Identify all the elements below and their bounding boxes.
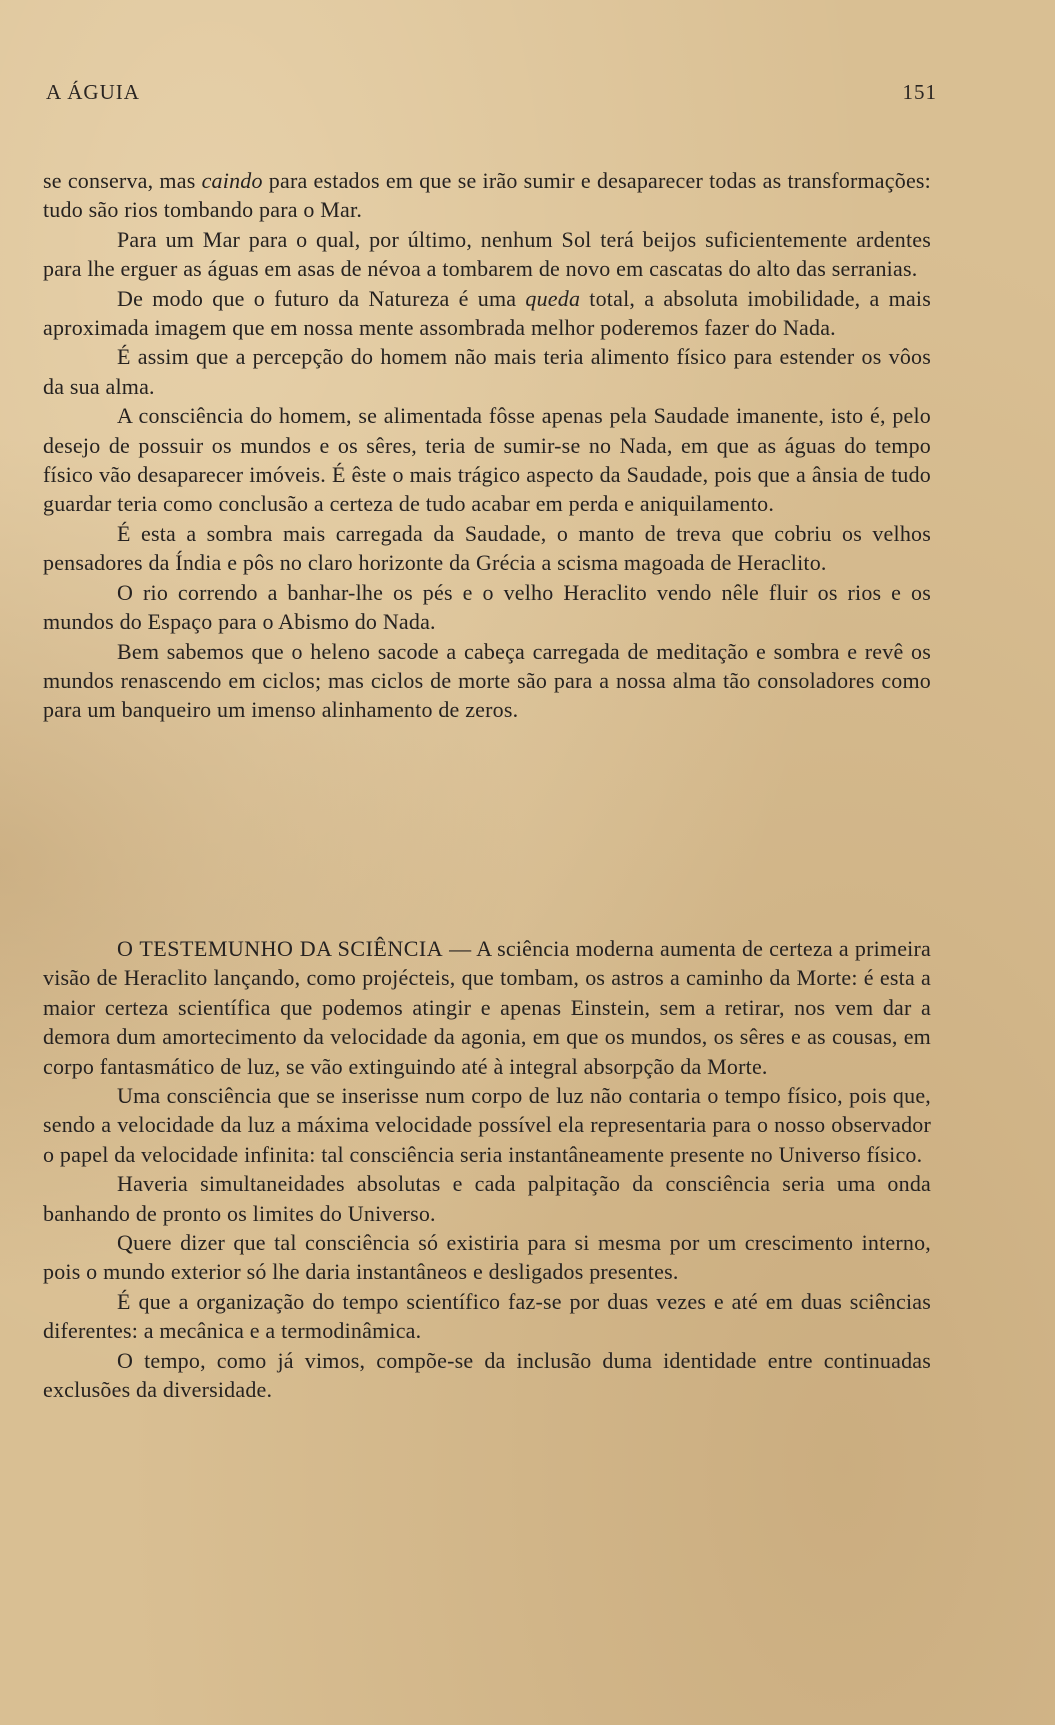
paragraph: Uma consciência que se inserisse num corpo de luz não contaria o tempo físico, pois que, sendo a velocidade da luz a máxima velocidade possível ela representaria para o nosso observador o papel da velocidade infinita: tal consciência seria instantâneamente presente no Universo físico. (43, 1083, 931, 1167)
paragraph: Haveria simultaneidades absolutas e cada palpitação da consciência seria uma onda banhando de pronto os limites do Universo. (43, 1171, 931, 1226)
paragraph (43, 284, 931, 343)
paragraph (43, 934, 931, 1081)
text-run: De modo que o futuro da Natureza é uma (117, 285, 526, 311)
text-run: total, a absoluta imobilidade, a mais aproximada imagem que em nossa mente assombrada melhor poderemos fazer do Nada. (43, 285, 931, 341)
paragraph: Para um Mar para o qual, por último, nenhum Sol terá beijos suficientemente ardentes para lhe erguer as águas em asas de névoa a tombarem de novo em cascatas do alto das serranias. (43, 226, 931, 282)
paragraph: O rio correndo a banhar-lhe os pés e o velho Heraclito vendo nêle fluir os rios e os mundos do Espaço para o Abismo do Nada. (43, 579, 931, 635)
section-title: O TESTEMUNHO DA SCIÊNCIA (117, 936, 444, 961)
running-title: A ÁGUIA (46, 80, 140, 104)
text-run: — A sciência moderna aumenta de certeza a primeira visão de Heraclito lançando, como projécteis, que tombam, os astros a caminho da Morte: é esta a maior certeza scientífica que podemos atingir e apenas Einstein, sem a retirar, nos vem dar a demora dum amortecimento da velocidade da agonia, em que os mundos, os sêres e as cousas, em corpo fantasmático de luz, se vão extinguindo até à integral absorpção da Morte. (43, 936, 931, 1079)
paragraph: Bem sabemos que o heleno sacode a cabeça carregada de meditação e sombra e revê os mundos renascendo em ciclos; mas ciclos de morte são para a nossa alma tão consoladores como para um banqueiro um imenso alinhamento de zeros. (43, 638, 931, 723)
paragraph: Quere dizer que tal consciência só existiria para si mesma por um crescimento interno, pois o mundo exterior só lhe daria instantâneos e desligados presentes. (43, 1230, 931, 1285)
paragraph: A consciência do homem, se alimentada fôsse apenas pela Saudade imanente, isto é, pelo desejo de possuir os mundos e os sêres, teria de sumir-se no Nada, em que as águas do tempo físico vão desaparecer imóveis. É êste o mais trágico aspecto da Saudade, pois que a ânsia de tudo guardar teria como conclusão a certeza de tudo acabar em perda e aniquilamento. (43, 403, 931, 517)
italic-word: caindo (201, 168, 263, 193)
italic-word: queda (525, 285, 581, 311)
body-text-lower (43, 934, 931, 1405)
page-number: 151 (902, 80, 937, 104)
paragraph (43, 166, 931, 225)
paragraph: O tempo, como já vimos, compõe-se da inclusão duma identidade entre continuadas exclusões da diversidade. (43, 1347, 931, 1403)
page-header (46, 80, 937, 105)
paragraph: É esta a sombra mais carregada da Saudade, o manto de treva que cobriu os velhos pensadores da Índia e pôs no claro horizonte da Grécia a scisma magoada de Heraclito. (43, 520, 931, 576)
body-text-upper (43, 166, 931, 725)
paragraph: É que a organização do tempo scientífico faz-se por duas vezes e até em duas sciências diferentes: a mecânica e a termodinâmica. (43, 1288, 931, 1344)
text-run: para estados em que se irão sumir e desaparecer todas as transformações: tudo são rios tombando para o Mar. (43, 168, 931, 223)
text-run: se conserva, mas (43, 168, 202, 193)
paragraph: É assim que a percepção do homem não mais teria alimento físico para estender os vôos da sua alma. (43, 344, 931, 399)
